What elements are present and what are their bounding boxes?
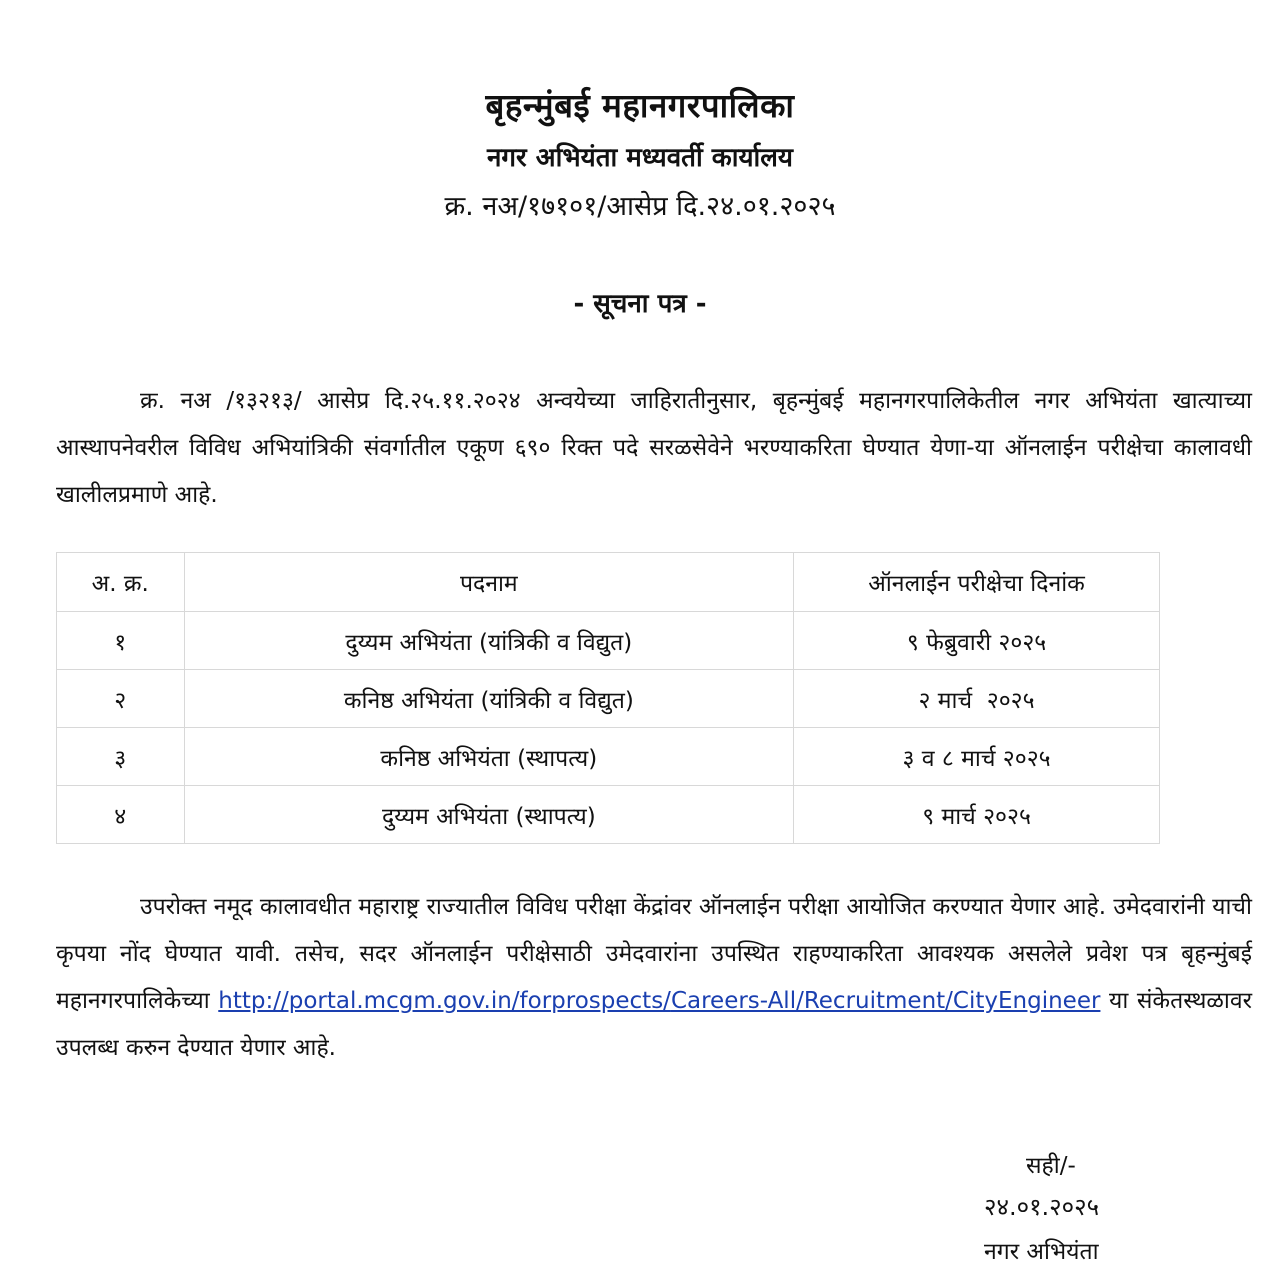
header-serial-no: अ. क्र. [57,553,185,612]
notice-title: - सूचना पत्र - [573,289,707,319]
details-paragraph [56,884,1252,1072]
intro-paragraph-text: क्र. नअ /१३२१३/ आसेप्र दि.२५.११.२०२४ अन्वयेच्या जाहिरातीनुसार, बृहन्मुंबई महानगरपालिकेतील नगर अभियंता खात्याच्या आस्थापनेवरील विविध अभियांत्रिकी संवर्गातील एकूण ६९० रिक्त पदे सरळसेवेने भरण्याकरिता घेण्यात येणा-या ऑनलाईन परीक्षेचा कालावधी खालीलप्रमाणे आहे. [56,388,1252,508]
details-paragraph-text: उपरोक्त नमूद कालावधीत महाराष्ट्र राज्यातील विविध परीक्षा केंद्रांवर ऑनलाईन परीक्षा आयोजित करण्यात येणार आहे. उमेदवारांनी याची कृपया नोंद घेण्यात यावी. तसेच, सदर ऑनलाईन परीक्षेसाठी उमेदवारांना उपस्थित राहण्याकरिता आवश्यक असलेले प्रवेश पत्र बृहन्मुंबई महानगरपालिकेच्या [56,894,1252,1014]
details-paragraph-tail: या संकेतस्थळावर उपलब्ध करुन देण्यात येणार आहे. [56,988,1253,1061]
intro-paragraph [56,378,1252,519]
cell-serial-no: ३ [57,728,185,786]
cell-exam-date: ३ व ८ मार्च २०२५ [794,728,1160,786]
cell-serial-no: १ [57,612,185,670]
cell-post-name: दुय्यम अभियंता (स्थापत्य) [184,786,794,844]
signature-date: २४.०१.२०२५ [984,1193,1100,1221]
exam-schedule-table [56,552,1160,844]
portal-link[interactable]: http://portal.mcgm.gov.in/forprospects/Careers-All/Recruitment/CityEngineer [218,988,1101,1014]
table-row [57,728,1160,786]
cell-exam-date: ९ फेब्रुवारी २०२५ [794,612,1160,670]
cell-post-name: कनिष्ठ अभियंता (यांत्रिकी व विद्युत) [184,670,794,728]
organization-name: बृहन्मुंबई महानगरपालिका [485,86,795,125]
cell-post-name: कनिष्ठ अभियंता (स्थापत्य) [184,728,794,786]
cell-serial-no: ४ [57,786,185,844]
header-post-name: पदनाम [184,553,794,612]
signature-label: सही/- [1026,1153,1076,1179]
signature-designation: नगर अभियंता [984,1239,1099,1265]
table-row [57,786,1160,844]
header-exam-date: ऑनलाईन परीक्षेचा दिनांक [794,553,1160,612]
cell-serial-no: २ [57,670,185,728]
cell-exam-date: २ मार्च २०२५ [794,670,1160,728]
table-row [57,670,1160,728]
cell-exam-date: ९ मार्च २०२५ [794,786,1160,844]
reference-number: क्र. नअ/१७१०१/आसेप्र दि.२४.०१.२०२५ [444,191,836,222]
cell-post-name: दुय्यम अभियंता (यांत्रिकी व विद्युत) [184,612,794,670]
office-name: नगर अभियंता मध्यवर्ती कार्यालय [486,143,793,173]
table-row [57,612,1160,670]
table-header-row [57,553,1160,612]
